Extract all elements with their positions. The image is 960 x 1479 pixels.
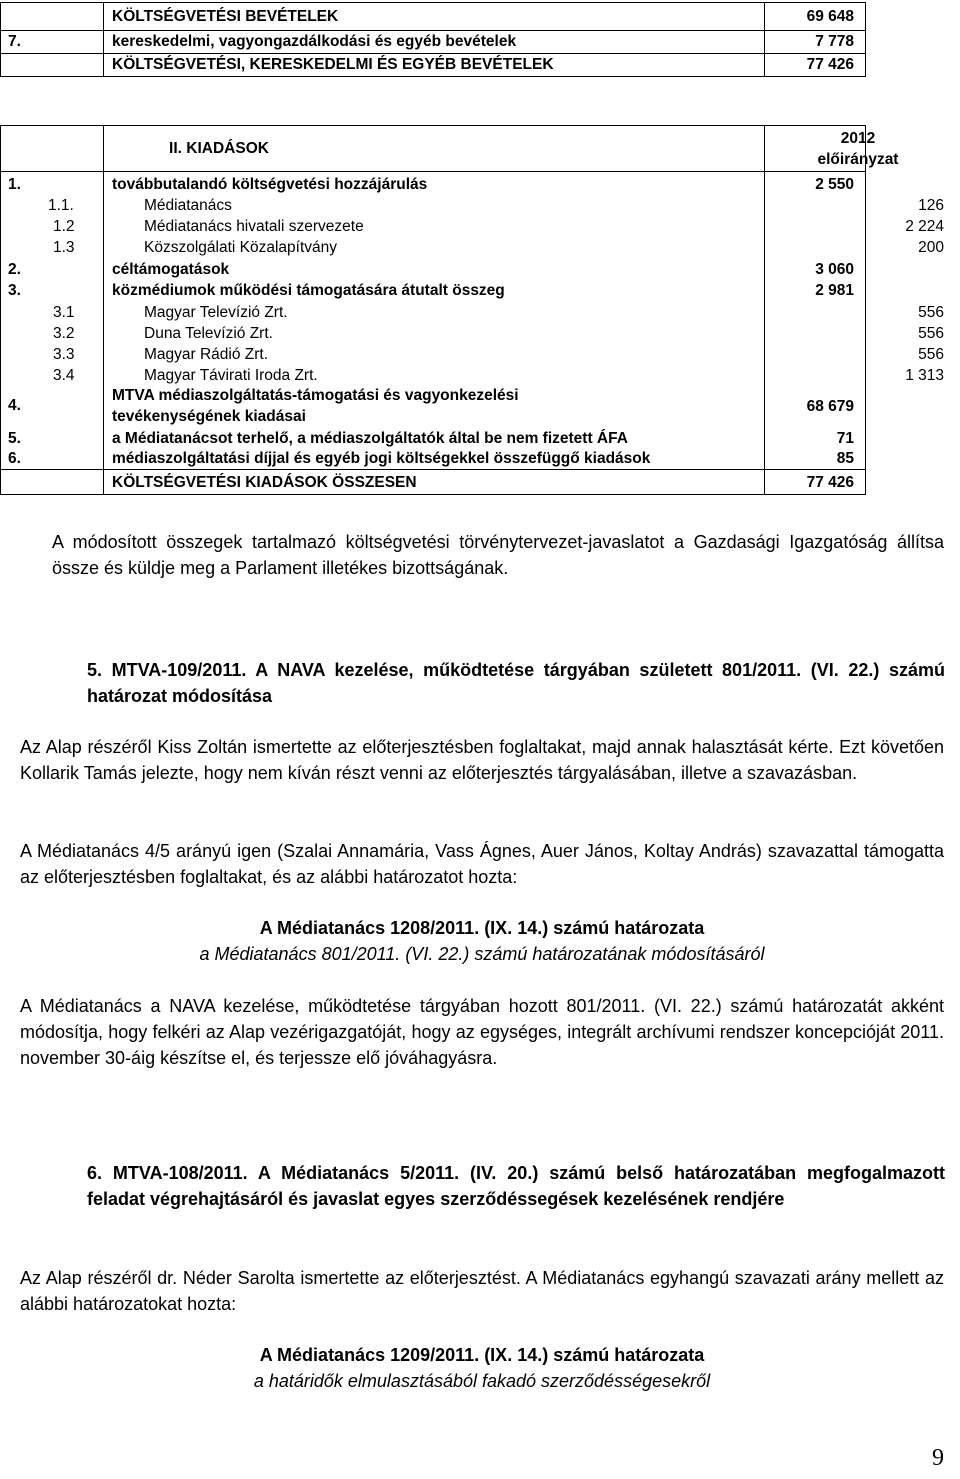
section-5-paragraph-1: Az Alap részéről Kiss Zoltán ismertette az előterjesztésben foglaltakat, majd annak halasztását kérte. Ezt követően Kollarik Tamás jelezte, hogy nem kíván részt venni az előterjesztés tárgyalásában, illetve a szavazásban. [20,737,944,783]
expense-row-num: 3.4 [53,367,75,384]
expense-row-num: 1.1. [48,197,74,214]
resolution-1208-title: A Médiatanács 1208/2011. (IX. 14.) számú határozata [259,918,705,938]
expense-row-main-value: 68 679 [806,398,854,415]
expense-row-label: továbbutalandó költségvetési hozzájárulás [112,176,428,193]
expense-total-value: 77 426 [806,474,854,491]
expense-row-sub-value: 2 224 [905,218,944,235]
expense-row-label: médiaszolgáltatási díjjal és egyéb jogi költségekkel összefüggő kiadások [112,450,651,467]
resolution-1209-title: A Médiatanács 1209/2011. (IX. 14.) számú határozata [259,1345,705,1365]
expense-row-label: közmédiumok működési támogatására átutalt összeg [112,282,505,299]
expense-row-num: 6. [8,450,21,467]
expense-row-main-value: 2 981 [815,282,854,299]
expense-row-num: 5. [8,430,21,447]
resolution-1209-subtitle: a határidők elmulasztásából fakadó szerződésségesekről [253,1371,711,1391]
paragraph-budget-note: A módosított összegek tartalmazó költségvetési törvénytervezet-javaslatot a Gazdasági Igazgatóság állítsa össze és küldje meg a Parlament illetékes bizottságának. [52,532,944,578]
expense-row-num: 1. [8,176,21,193]
expense-header-column: előirányzat [817,151,899,168]
expense-row-label: Magyar Televízió Zrt. [144,304,288,321]
expense-row-label: céltámogatások [112,261,230,278]
revenue-row-value: 7 778 [815,33,854,50]
expense-row-label: Médiatanács [144,197,232,214]
expense-row-main-value: 85 [836,450,854,467]
section-5-paragraph-2: A Médiatanács 4/5 arányú igen (Szalai Annamária, Vass Ágnes, Auer János, Koltay András) szavazattal támogatta az előterjesztésben foglaltakat, és az alábbi határozatot hozta: [20,841,944,887]
section-5-paragraph-3: A Médiatanács a NAVA kezelése, működtetése tárgyában hozott 801/2011. (VI. 22.) számú határozatát akként módosítja, hogy felkéri az Alap vezérigazgatóját, hogy az egységes, integrált archívumi rendszer koncepcióját 2011. november 30-áig készítse el, és terjessze elő jóváhagyásra. [20,996,944,1068]
resolution-1208-subtitle: a Médiatanács 801/2011. (VI. 22.) számú határozatának módosításáról [199,944,765,964]
expense-row-label: Magyar Rádió Zrt. [144,346,269,363]
expense-row-label: Magyar Távirati Iroda Zrt. [144,367,318,384]
section-5-heading: 5. MTVA-109/2011. A NAVA kezelése, működtetése tárgyában született 801/2011. (VI. 22.) számú határozat módosítása [87,660,945,706]
section-6-heading: 6. MTVA-108/2011. A Médiatanács 5/2011. (IV. 20.) számú belső határozatában megfogalmazott feladat végrehajtásáról és javaslat egyes szerződéssegések kezelésének rendjére [87,1163,945,1209]
expense-row-sub-value: 1 313 [905,367,944,384]
expense-total-label: KÖLTSÉGVETÉSI KIADÁSOK ÖSSZESEN [112,474,417,491]
revenue-row-value: 69 648 [806,8,854,25]
expense-row-label: Közszolgálati Közalapítvány [144,239,338,256]
expense-row-label: a Médiatanácsot terhelő, a médiaszolgáltatók által be nem fizetett ÁFA [112,430,628,447]
expense-row-num: 3.1 [53,304,75,321]
expense-row-label: Médiatanács hivatali szervezete [144,218,364,235]
expense-row-num: 1.3 [53,239,75,256]
expense-header-title: II. KIADÁSOK [169,140,269,157]
revenue-row-label: kereskedelmi, vagyongazdálkodási és egyéb bevételek [112,33,517,50]
expense-row-num: 2. [8,261,21,278]
expense-row-main-value: 2 550 [815,176,854,193]
expense-row-sub-value: 556 [918,325,944,342]
expense-row-label-continued: tevékenységének kiadásai [112,408,306,425]
expense-row-num: 1.2 [53,218,75,235]
section-6-paragraph-1: Az Alap részéről dr. Néder Sarolta ismertette az előterjesztést. A Médiatanács egyhangú szavazati arány mellett az alábbi határozatokat hozta: [20,1268,944,1314]
expense-header-year: 2012 [840,130,876,147]
expense-row-num: 3. [8,282,21,299]
page-number: 9 [932,1445,944,1471]
expense-row-num: 3.2 [53,325,75,342]
expense-row-sub-value: 556 [918,346,944,363]
revenue-row-value: 77 426 [806,56,854,73]
revenue-row-num: 7. [8,33,21,50]
expense-row-main-value: 3 060 [815,261,854,278]
revenue-row-label: KÖLTSÉGVETÉSI, KERESKEDELMI ÉS EGYÉB BEVÉTELEK [112,56,554,73]
expense-row-sub-value: 556 [918,304,944,321]
revenue-row-label: KÖLTSÉGVETÉSI BEVÉTELEK [112,8,339,25]
expense-row-main-value: 71 [836,430,854,447]
expense-row-label: MTVA médiaszolgáltatás-támogatási és vagyonkezelési [112,387,519,404]
expense-row-label: Duna Televízió Zrt. [144,325,273,342]
expense-row-num: 4. [8,397,21,414]
expense-row-sub-value: 126 [918,197,944,214]
expense-row-sub-value: 200 [918,239,944,256]
expense-row-num: 3.3 [53,346,75,363]
